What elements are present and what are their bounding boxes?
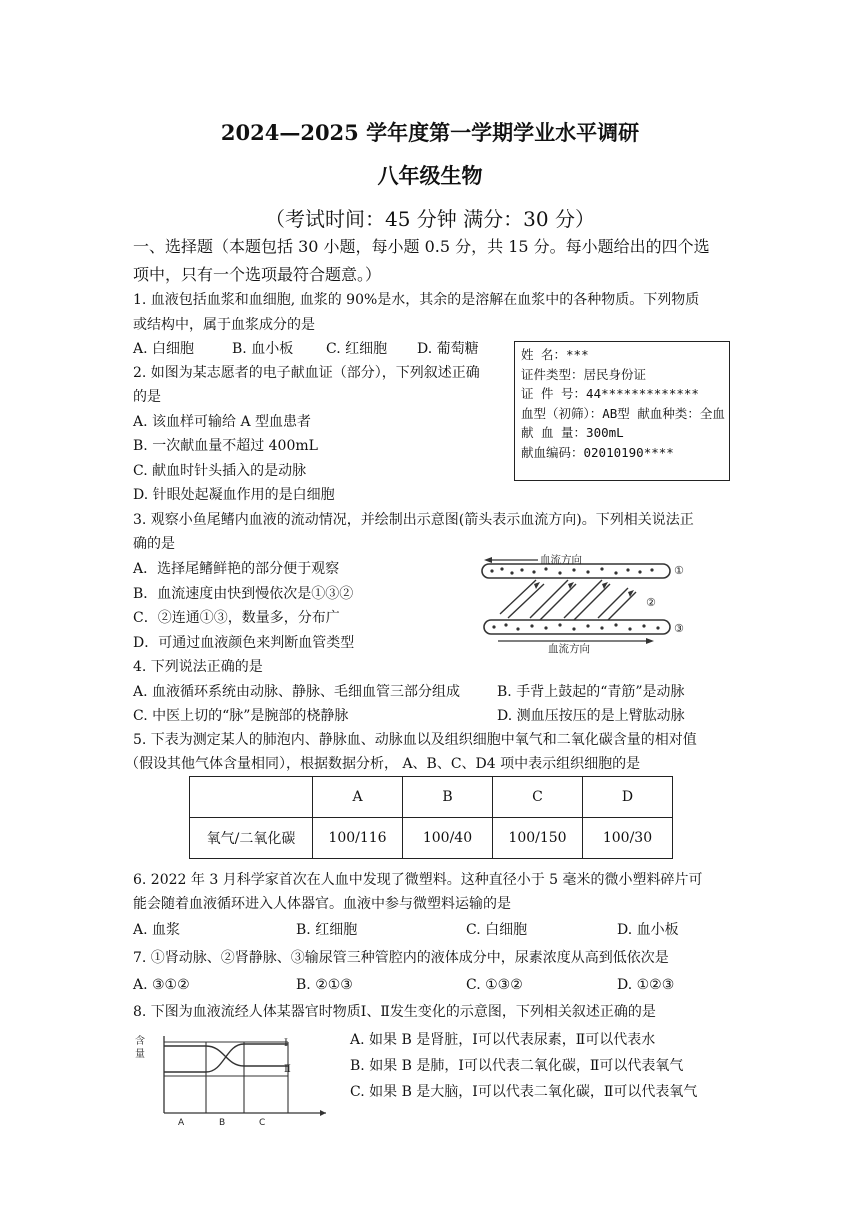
q4-option-c: C. 中医上切的“脉”是腕部的桡静脉 bbox=[133, 708, 349, 724]
table-header: A bbox=[313, 777, 403, 818]
blood-vessel-figure bbox=[478, 552, 688, 654]
q4-option-b: B. 手背上鼓起的“青筋”是动脉 bbox=[497, 684, 685, 700]
q8-option-b: B. 如果 B 是肺，Ⅰ可以代表二氧化碳，Ⅱ可以代表氧气 bbox=[350, 1058, 684, 1074]
q1-stem: 1. 血液包括血浆和血细胞, 血浆的 90%是水，其余的是溶解在血浆中的各种物质。下列物质 bbox=[133, 292, 700, 308]
label-2: ② bbox=[646, 596, 656, 609]
q2-option-a: A. 该血样可输给 A 型血患者 bbox=[133, 414, 312, 430]
exam-title: 2024—2025 学年度第一学期学业水平调研 bbox=[220, 120, 640, 145]
table-header: B bbox=[403, 777, 493, 818]
section-heading: 一、选择题（本题包括 30 小题，每小题 0.5 分，共 15 分。每小题给出的四个选 bbox=[133, 237, 710, 256]
label-1: ① bbox=[674, 564, 684, 577]
q3-option-c: C．②连通①③，数量多，分布广 bbox=[133, 610, 340, 626]
q2-stem-cont: 的是 bbox=[133, 389, 161, 405]
card-line: 献 血 量：300mL bbox=[521, 425, 624, 440]
q2-option-b: B. 一次献血量不超过 400mL bbox=[133, 438, 318, 454]
q2-option-c: C. 献血时针头插入的是动脉 bbox=[133, 463, 307, 479]
capillaries bbox=[500, 580, 636, 622]
table-header: C bbox=[493, 777, 583, 818]
q4-option-a: A. 血液循环系统由动脉、静脉、毛细血管三部分组成 bbox=[133, 684, 461, 700]
curve-I bbox=[164, 1044, 288, 1072]
q4-stem: 4. 下列说法正确的是 bbox=[133, 659, 263, 675]
q3-option-a: A．选择尾鳍鲜艳的部分便于观察 bbox=[133, 561, 340, 577]
card-line: 姓 名：*** bbox=[521, 347, 589, 362]
q5-stem-cont: （假设其他气体含量相同），根据数据分析， A、B、C、D4 项中表示组织细胞的是 bbox=[125, 756, 641, 772]
table-cell: 100/30 bbox=[583, 818, 673, 859]
q6-stem-cont: 能会随着血液循环进入人体器官。血液中参与微塑料运输的是 bbox=[133, 896, 511, 912]
flow-label-bottom: 血流方向 bbox=[548, 643, 590, 654]
label-3: ③ bbox=[674, 622, 684, 635]
subject-title: 八年级生物 bbox=[377, 163, 483, 188]
q6-stem: 6. 2022 年 3 月科学家首次在人血中发现了微塑料。这种直径小于 5 毫米的微小塑料碎片可 bbox=[133, 872, 703, 888]
q7-option-c: C. ①③② bbox=[466, 977, 523, 993]
section-heading-cont: 项中，只有一个选项最符合题意。） bbox=[133, 265, 382, 284]
table-row bbox=[190, 818, 673, 859]
card-line: 血型（初筛）：AB型 献血种类：全血 bbox=[521, 405, 725, 421]
card-line: 证件类型：居民身份证 bbox=[521, 366, 647, 382]
table-cell: 氧气/二氧化碳 bbox=[190, 818, 313, 859]
q6-option-d: D. 血小板 bbox=[617, 922, 679, 938]
card-line: 证 件 号：44************* bbox=[521, 386, 699, 401]
q3-stem-cont: 确的是 bbox=[133, 536, 175, 552]
q2-option-d: D. 针眼处起凝血作用的是白细胞 bbox=[133, 487, 335, 503]
q6-option-c: C. 白细胞 bbox=[466, 922, 528, 938]
q4-option-d: D. 测血压按压的是上臂肱动脉 bbox=[497, 708, 685, 724]
curve-label-I: Ⅰ bbox=[284, 1038, 288, 1049]
curve-label-II: Ⅱ bbox=[284, 1064, 291, 1075]
x-label-b: B bbox=[219, 1118, 226, 1128]
q3-option-d: D．可通过血液颜色来判断血管类型 bbox=[133, 635, 355, 651]
donation-card bbox=[514, 341, 730, 481]
q1-stem-cont: 或结构中，属于血浆成分的是 bbox=[133, 317, 315, 333]
y-axis-label-char2: 量 bbox=[135, 1049, 145, 1060]
substance-graph bbox=[128, 1030, 338, 1128]
q5-stem: 5. 下表为测定某人的肺泡内、静脉血、动脉血以及组织细胞中氧气和二氧化碳含量的相对值 bbox=[133, 732, 697, 748]
q8-stem: 8. 下图为血液流经人体某器官时物质Ⅰ、Ⅱ发生变化的示意图，下列相关叙述正确的是 bbox=[133, 1004, 656, 1020]
vessel-3 bbox=[484, 620, 670, 634]
q7-option-b: B. ②①③ bbox=[296, 977, 353, 993]
table-cell: 100/150 bbox=[493, 818, 583, 859]
gas-table bbox=[189, 776, 673, 859]
table-cell: 100/116 bbox=[313, 818, 403, 859]
y-axis-label-char1: 含 bbox=[135, 1036, 145, 1047]
q2-stem: 2. 如图为某志愿者的电子献血证（部分），下列叙述正确 bbox=[133, 365, 480, 381]
q8-option-a: A. 如果 B 是肾脏，Ⅰ可以代表尿素，Ⅱ可以代表水 bbox=[350, 1032, 656, 1048]
card-line: 献血编码：02010190**** bbox=[521, 444, 674, 460]
q7-option-a: A. ③①② bbox=[133, 977, 190, 993]
vessel-1 bbox=[482, 564, 670, 578]
x-label-c: C bbox=[259, 1118, 266, 1128]
q7-stem: 7. ①肾动脉、②肾静脉、③输尿管三种管腔内的液体成分中，尿素浓度从高到低依次是 bbox=[133, 950, 669, 966]
q8-option-c: C. 如果 B 是大脑，Ⅰ可以代表二氧化碳，Ⅱ可以代表氧气 bbox=[350, 1084, 698, 1100]
q3-stem: 3. 观察小鱼尾鳍内血液的流动情况，并绘制出示意图(箭头表示血流方向)。下列相关说法正 bbox=[133, 512, 694, 528]
table-header bbox=[190, 777, 313, 818]
q1-option-a: A. 白细胞 bbox=[133, 341, 195, 357]
q3-option-b: B．血流速度由快到慢依次是①③② bbox=[133, 586, 354, 602]
flow-label-top: 血流方向 bbox=[540, 554, 582, 566]
table-cell: 100/40 bbox=[403, 818, 493, 859]
x-label-a: A bbox=[178, 1118, 185, 1128]
exam-info: （考试时间：45 分钟 满分：30 分） bbox=[265, 207, 595, 231]
table-header-row bbox=[190, 777, 673, 818]
q6-option-a: A. 血浆 bbox=[133, 922, 181, 938]
q1-option-d: D. 葡萄糖 bbox=[417, 341, 479, 357]
table-header: D bbox=[583, 777, 673, 818]
q7-option-d: D. ①②③ bbox=[617, 977, 675, 993]
q1-option-b: B. 血小板 bbox=[232, 341, 294, 357]
q1-option-c: C. 红细胞 bbox=[326, 341, 388, 357]
q6-option-b: B. 红细胞 bbox=[296, 922, 358, 938]
